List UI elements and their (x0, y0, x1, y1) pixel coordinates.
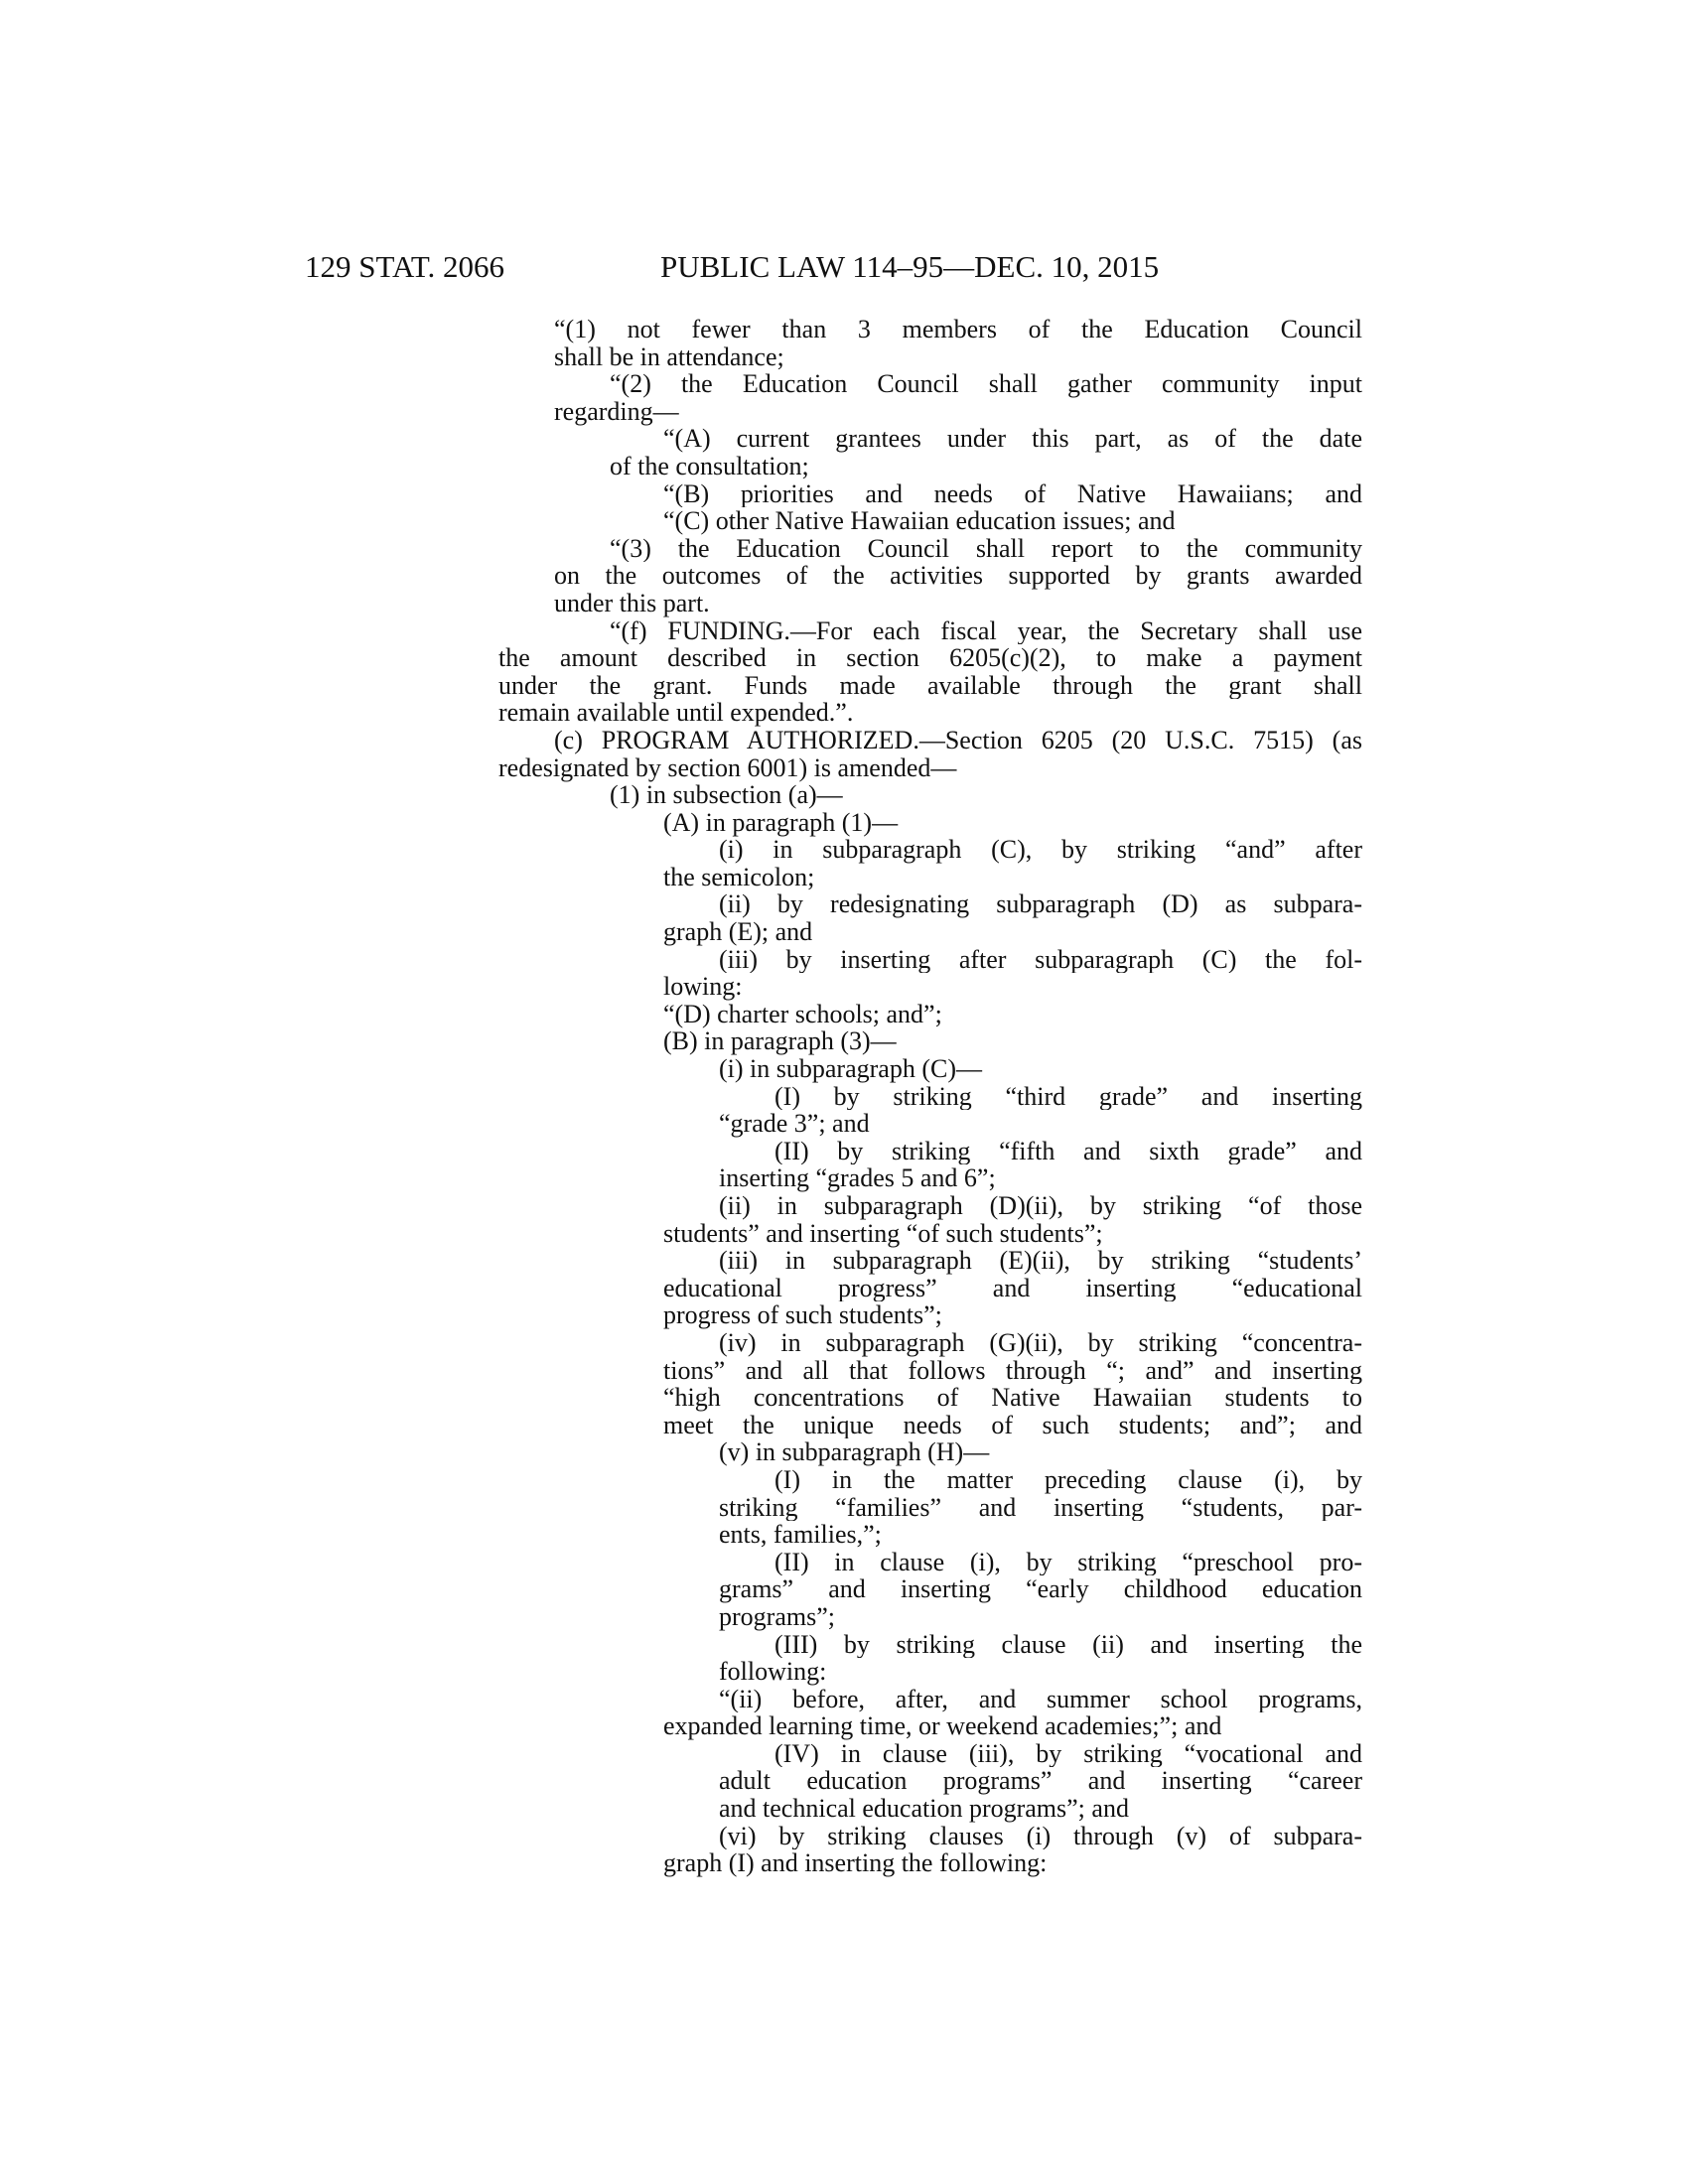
text-line: (II) in clause (i), by striking “preschool pro- (774, 1548, 1362, 1576)
text-line: (ii) in subparagraph (D)(ii), by striking “of those (719, 1192, 1362, 1220)
text-line: “grade 3”; and (719, 1109, 870, 1139)
text-line: graph (I) and inserting the following: (663, 1848, 1048, 1878)
text-line: grams” and inserting “early childhood education (719, 1575, 1362, 1603)
text-line: (B) in paragraph (3)— (663, 1026, 897, 1056)
text-line: regarding— (554, 396, 679, 426)
text-line: (c) PROGRAM AUTHORIZED.—Section 6205 (20 U.S.C. 7515) (as (554, 726, 1362, 754)
text-line: of the consultation; (610, 451, 809, 480)
text-line: the semicolon; (663, 862, 815, 891)
text-line: (i) in subparagraph (C)— (719, 1054, 982, 1084)
text-line: ents, families,”; (719, 1520, 882, 1550)
text-line: “(C) other Native Hawaiian education issues; and (663, 506, 1176, 536)
text-line: (iii) by inserting after subparagraph (C) the fol- (719, 945, 1362, 974)
text-line: (i) in subparagraph (C), by striking “and” after (719, 836, 1362, 864)
text-line: (A) in paragraph (1)— (663, 807, 899, 837)
text-line: (ii) by redesignating subparagraph (D) as subpara- (719, 890, 1362, 919)
text-line: (1) in subsection (a)— (610, 780, 843, 810)
text-line: (iv) in subparagraph (G)(ii), by striking “concentra- (719, 1328, 1362, 1357)
text-line: “high concentrations of Native Hawaiian students to (663, 1384, 1362, 1412)
text-line: under the grant. Funds made available through the grant shall (498, 671, 1362, 700)
page-title: PUBLIC LAW 114–95—DEC. 10, 2015 (660, 249, 1160, 284)
text-line: striking “families” and inserting “students, par- (719, 1493, 1362, 1522)
text-line: inserting “grades 5 and 6”; (719, 1163, 996, 1193)
text-line: redesignated by section 6001) is amended— (498, 752, 957, 782)
text-line: progress of such students”; (663, 1300, 942, 1330)
text-line: and technical education programs”; and (719, 1794, 1129, 1824)
text-line: expanded learning time, or weekend academies;”; and (663, 1711, 1222, 1741)
text-line: “(ii) before, after, and summer school programs, (719, 1685, 1362, 1713)
text-line: meet the unique needs of such students; and”; and (663, 1411, 1362, 1439)
text-line: “(A) current grantees under this part, as of the date (663, 425, 1362, 453)
text-line: (iii) in subparagraph (E)(ii), by striking “students’ (719, 1247, 1362, 1275)
text-line: (v) in subparagraph (H)— (719, 1437, 990, 1467)
text-line: (II) by striking “fifth and sixth grade” and (774, 1137, 1362, 1165)
text-line: “(f) FUNDING.—For each fiscal year, the Secretary shall use (610, 616, 1362, 645)
text-line: (I) by striking “third grade” and inserting (774, 1082, 1362, 1111)
text-line: following: (719, 1657, 827, 1687)
text-line: “(3) the Education Council shall report to the community (610, 534, 1362, 563)
text-line: graph (E); and (663, 917, 813, 947)
text-line: the amount described in section 6205(c)(2), to make a payment (498, 644, 1362, 672)
text-line: (IV) in clause (iii), by striking “vocational and (774, 1739, 1362, 1768)
text-line: shall be in attendance; (554, 341, 784, 371)
page-header (0, 247, 1688, 287)
statute-citation: 129 STAT. 2066 (305, 249, 505, 284)
text-line: (vi) by striking clauses (i) through (v) of subpara- (719, 1822, 1362, 1850)
text-line: “(2) the Education Council shall gather community input (610, 370, 1362, 398)
text-line: programs”; (719, 1601, 835, 1631)
text-line: (III) by striking clause (ii) and inserting the (774, 1630, 1362, 1659)
text-line: “(1) not fewer than 3 members of the Education Council (554, 316, 1362, 343)
text-line: on the outcomes of the activities supported by grants awarded (554, 562, 1362, 590)
text-line: remain available until expended.”. (498, 698, 854, 728)
text-line: “(B) priorities and needs of Native Hawaiians; and (663, 479, 1362, 508)
text-line: students” and inserting “of such students”; (663, 1218, 1103, 1248)
text-line: “(D) charter schools; and”; (663, 999, 942, 1028)
text-line: (I) in the matter preceding clause (i), by (774, 1465, 1362, 1494)
text-line: educational progress” and inserting “educational (663, 1274, 1362, 1302)
text-line: lowing: (663, 972, 743, 1002)
text-line: adult education programs” and inserting “career (719, 1767, 1362, 1796)
body-text (498, 316, 1362, 1877)
text-line: tions” and all that follows through “; and” and inserting (663, 1356, 1362, 1385)
text-line: under this part. (554, 588, 710, 617)
